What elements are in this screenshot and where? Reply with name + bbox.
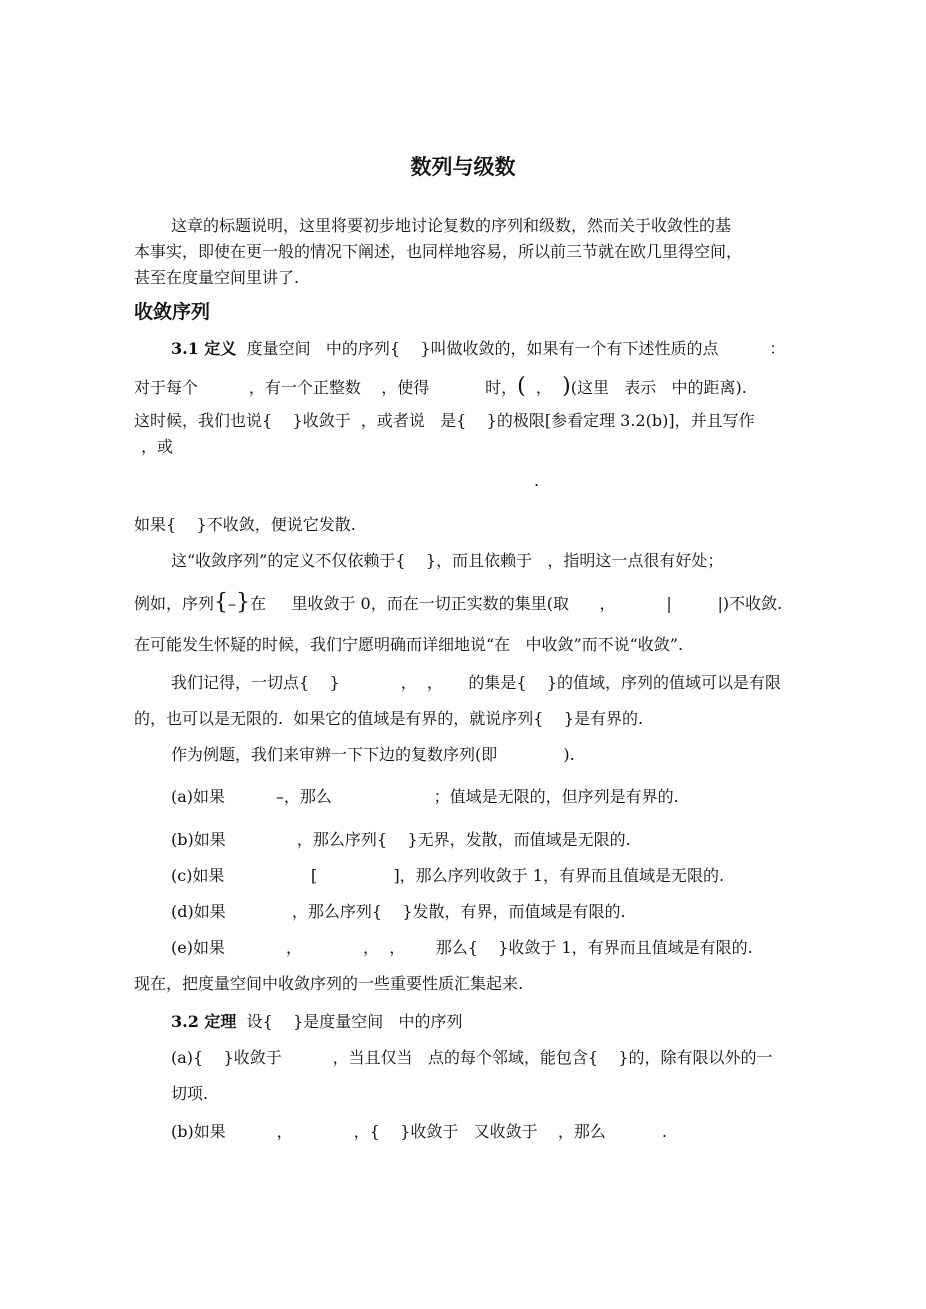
example-c: (c)如果 [ ]，那么序列收敛于 1，有界而且值域是无限的. [171, 866, 725, 885]
example-d: (d)如果 ，那么序列{ }发散，有界，而值域是有限的. [171, 902, 626, 921]
para5-line: 现在，把度量空间中收敛序列的一些重要性质汇集起来. [134, 974, 524, 993]
intro-line-3: 甚至在度量空间里讲了. [134, 268, 300, 287]
example-e: (e)如果 ， ， ， 那么{ }收敛于 1，有界而且值域是有限的. [171, 938, 753, 957]
theorem-b-line: (b)如果 ， ，{ }收敛于 又收敛于 ，那么 . [171, 1122, 667, 1141]
brace-open: { [214, 590, 229, 615]
example-b: (b)如果 ，那么序列{ }无界，发散，而值域是无限的. [171, 830, 631, 849]
para3-line-1: 我们记得，一切点{ } ， ， 的集是{ }的值域，序列的值域可以是有限 [171, 673, 782, 692]
definition-line-2 [134, 376, 747, 399]
para3-line-2: 的，也可以是无限的. 如果它的值域是有界的，就说序列{ }是有界的. [134, 709, 644, 728]
definition-comma: ， [525, 378, 563, 397]
para2-line-2 [134, 592, 782, 615]
para4-line: 作为例题，我们来审辨一下下边的复数序列(即 ). [171, 745, 575, 764]
example-a: (a)如果 –，那么 ；值域是无限的，但序列是有界的. [171, 787, 679, 806]
theorem-label: 3.2 定理 [171, 1012, 237, 1031]
fraction-bar: – [228, 594, 237, 613]
para2-text-2a: 例如，序列 [134, 594, 215, 613]
definition-text-2a: 对于每个 ，有一个正整数 ，使得 时， [134, 378, 518, 397]
paren-open: ( [517, 374, 526, 399]
intro-line-2: 本事实，即使在更一般的情况下阐述，也同样地容易，所以前三节就在欧几里得空间， [134, 242, 743, 261]
definition-text-2b: (这里 表示 中的距离). [570, 378, 747, 397]
theorem-line-1 [171, 1011, 463, 1033]
para2-line-3: 在可能发生怀疑的时候，我们宁愿明确而详细地说“在 中收敛”而不说“收敛”. [134, 635, 684, 654]
para2-text-2b: 在 里收敛于 0，而在一切正实数的集里(取 ， | |)不收敛. [250, 594, 783, 613]
section-heading: 收敛序列 [134, 301, 211, 323]
theorem-a-line-1: (a){ }收敛于 ，当且仅当 点的每个邻域，能包含{ }的，除有限以外的一 [171, 1048, 773, 1067]
definition-text-1: 度量空间 中的序列{ }叫做收敛的，如果有一个有下述性质的点 ： [236, 339, 786, 358]
definition-line-1 [171, 338, 785, 360]
page-title: 数列与级数 [410, 155, 516, 179]
definition-line-4: ，或 [141, 437, 174, 456]
para2-line-1: 这“收敛序列”的定义不仅依赖于{ }，而且依赖于 ，指明这一点很有好处； [171, 551, 724, 570]
intro-line-1: 这章的标题说明，这里将要初步地讨论复数的序列和级数，然而关于收敛性的基 [171, 216, 732, 235]
brace-close: } [236, 590, 251, 615]
theorem-text-1: 设{ }是度量空间 中的序列 [236, 1012, 463, 1031]
definition-line-3: 这时候，我们也说{ }收敛于 ，或者说 是{ }的极限[参看定理 3.2(b)]，并且写作 [134, 411, 755, 430]
definition-label: 3.1 定义 [171, 339, 237, 358]
definition-line-6: 如果{ }不收敛，便说它发散. [134, 515, 356, 534]
theorem-a-line-2: 切项. [171, 1084, 209, 1103]
definition-line-5: . [534, 471, 540, 490]
paren-close: ) [562, 374, 571, 399]
